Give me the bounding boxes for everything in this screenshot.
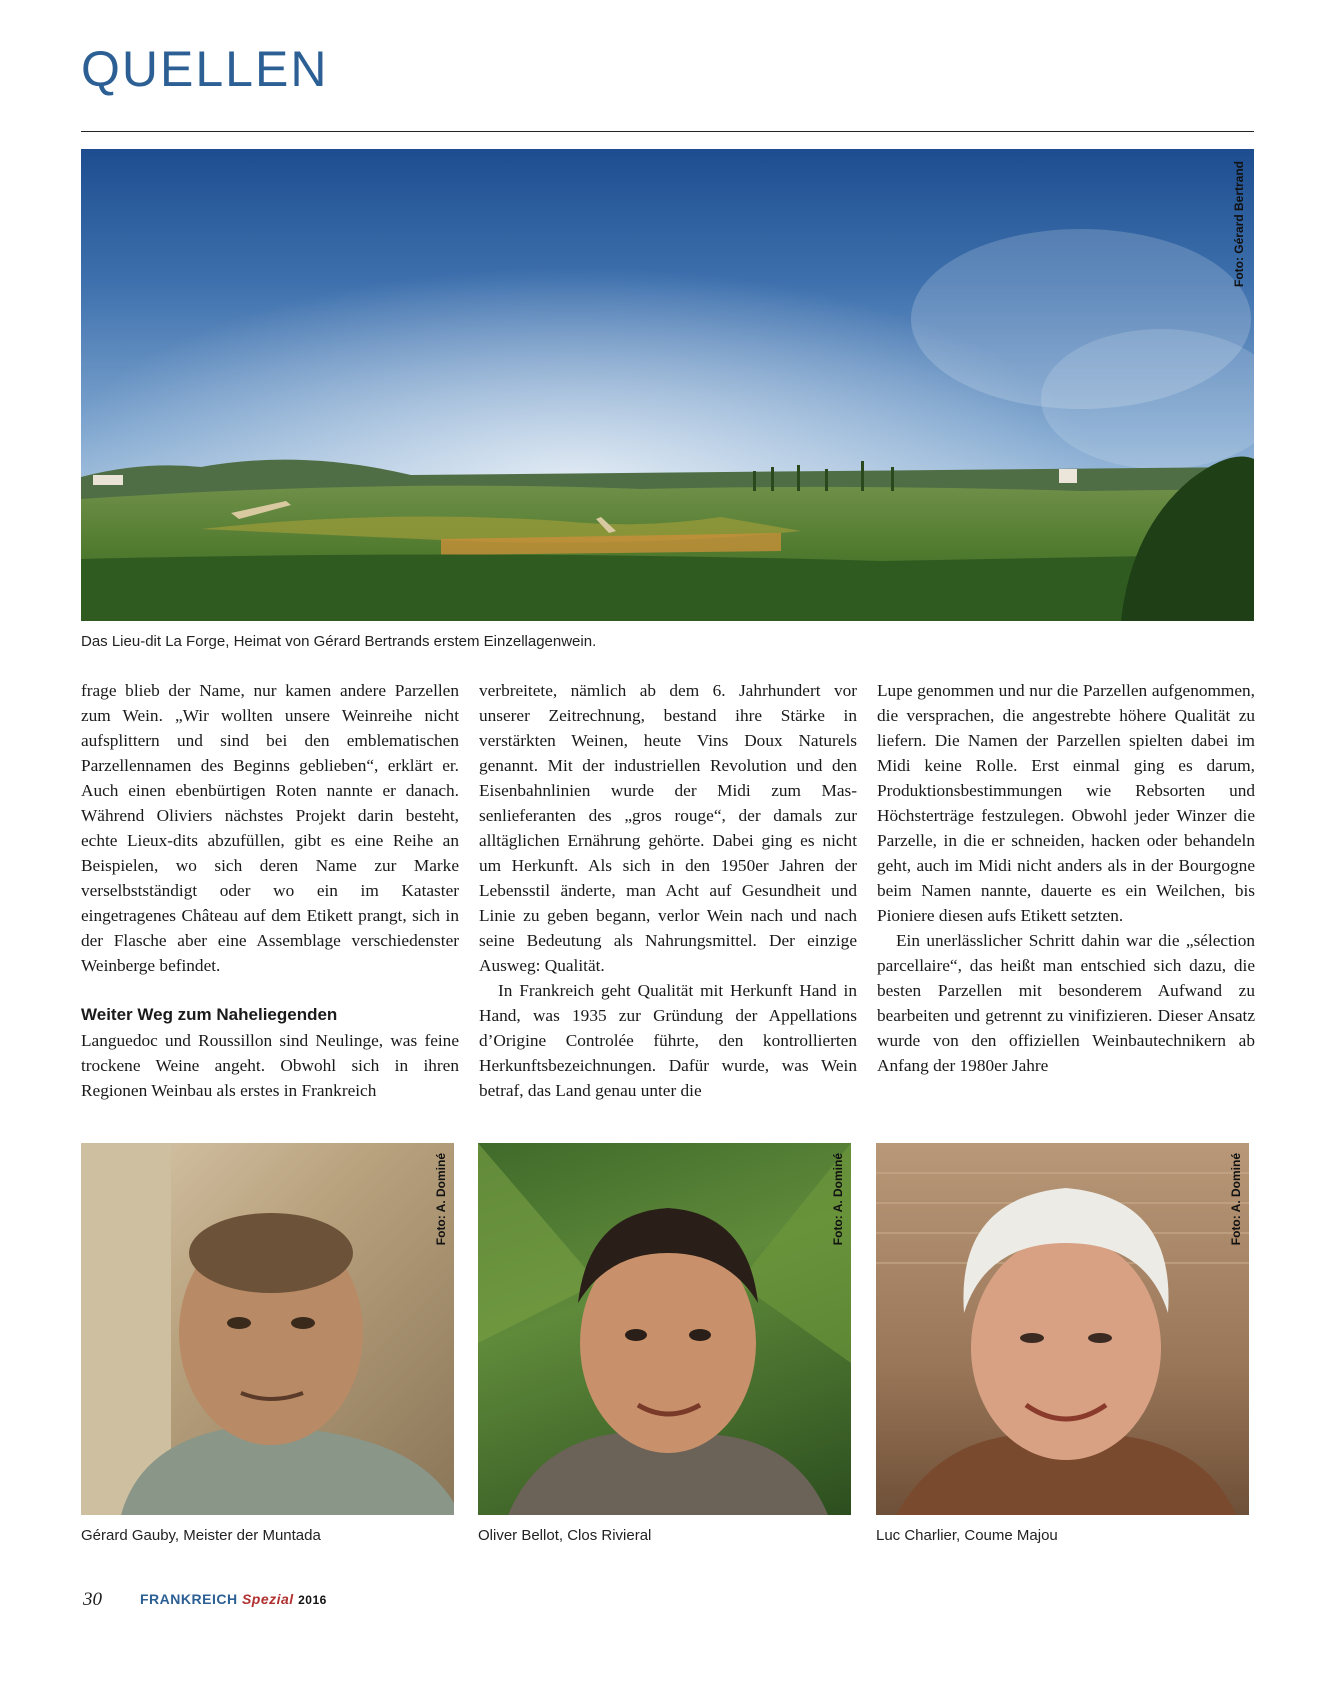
- portrait-man-3-image: [876, 1143, 1249, 1515]
- col2-paragraph-2: In Frankreich geht Qualität mit Herkunft Hand in Hand, was 1935 zur Gründung der Appellations d’Origine Controlée führte, den kontrollierten Herkunftsbezeichnungen. Dafür wurde, was Wein betraf, das Land genau unter die: [479, 981, 857, 1100]
- hero-photo-credit: Foto: Gérard Bertrand: [1232, 161, 1246, 288]
- magazine-edition: Spezial: [241, 1591, 294, 1607]
- portrait-man-1-image: [81, 1143, 454, 1515]
- portrait-2-credit: Foto: A. Dominé: [831, 1153, 845, 1246]
- hero-caption: Das Lieu-dit La Forge, Heimat von Gérard Bertrands erstem Einzellagenwein.: [81, 633, 597, 650]
- magazine-footer: [140, 1591, 327, 1607]
- portrait-1-credit: Foto: A. Dominé: [434, 1153, 448, 1246]
- portrait-3-credit: Foto: A. Dominé: [1229, 1153, 1243, 1246]
- col3-paragraph-1: Lupe genommen und nur die Parzellen aufgenommen, die versprachen, die angestrebte höhere Qualität zu liefern. Die Namen der Parzellen spielten dabei im Midi keine Rolle. Erst einmal ging es darum, Produktionsbestimmungen wie Rebsorten und Höchsterträge festzulegen. Obwohl jeder Winzer die Parzelle, in die er schneiden, hacken oder behandeln geht, auch im Midi nicht anders als in der Bourgogne beim Namen nannte, dauerte es ein Weilchen, bis Pioniere diesen aufs Etikett setzten.: [877, 681, 1255, 925]
- portrait-2-caption: Oliver Bellot, Clos Rivieral: [478, 1527, 652, 1544]
- subheading: Weiter Weg zum Naheliegenden: [81, 1005, 338, 1024]
- portrait-photo-2: [478, 1143, 851, 1515]
- portrait-1-caption: Gérard Gauby, Meister der Muntada: [81, 1527, 321, 1544]
- section-title: QUELLEN: [81, 41, 329, 97]
- col2-paragraph-1: verbreitete, nämlich ab dem 6. Jahrhundert vor unserer Zeitrechnung, bestand ihre Stärke in verstärkten Weinen, heute Vins Doux Naturels genannt. Mit der industriellen Revolution und den Eisenbahnlinien wurde der Midi zum Massenlieferanten des „gros rouge“, der damals zur alltäglichen Ernährung gehörte. Dabei ging es nicht um Herkunft. Als sich in den 1950er Jahren der Lebensstil änderte, man Acht auf Gesundheit und Linie zu geben begann, verlor Wein nach und nach seine Bedeutung als Nahrungsmittel. Der einzige Ausweg: Qualität.: [479, 681, 857, 975]
- col1-paragraph-2: Languedoc und Roussillon sind Neulinge, was feine trockene Weine angeht. Obwohl sich in ihren Regionen Weinbau als erstes in Frankreich: [81, 1031, 459, 1100]
- portrait-3-caption: Luc Charlier, Coume Majou: [876, 1527, 1058, 1544]
- text-column-1: [81, 678, 459, 1103]
- text-column-3: [877, 678, 1255, 1078]
- col3-paragraph-2: Ein unerlässlicher Schritt dahin war die „sélection parcellaire“, das heißt man entschied sich dazu, die besten Parzellen mit besonderem Aufwand zu bearbeiten und getrennt zu vinifizieren. Dieser Ansatz wurde von den offiziellen Weinbautechnikern ab Anfang der 1980er Jahre: [877, 931, 1255, 1075]
- hero-photo: [81, 149, 1254, 621]
- header-rule: [81, 131, 1254, 132]
- portrait-photo-3: [876, 1143, 1249, 1515]
- text-column-2: [479, 678, 857, 1103]
- magazine-year: 2016: [298, 1593, 327, 1607]
- magazine-name: FRANKREICH: [140, 1591, 238, 1607]
- col1-paragraph-1: frage blieb der Name, nur kamen andere Parzellen zum Wein. „Wir wollten unsere Weinreihe nicht aufsplittern und sind bei den emblematischen Parzellennamen des Beginns geblieben“, erklärt er. Auch einen ebenbürtigen Roten nannte er danach. Während Oliviers nächstes Projekt darin besteht, echte Lieux-dits abzufüllen, gibt es eine Reihe an Beispielen, wo sich deren Name zur Marke verselbstständigt oder wo ein im Kataster eingetragenes Château auf dem Etikett prangt, sich in der Flasche aber eine Assemblage verschiedenster Weinberge befindet.: [81, 681, 459, 975]
- portrait-man-2-image: [478, 1143, 851, 1515]
- page-number: 30: [83, 1589, 102, 1610]
- vineyard-landscape-image: [81, 149, 1254, 621]
- portrait-photo-1: [81, 1143, 454, 1515]
